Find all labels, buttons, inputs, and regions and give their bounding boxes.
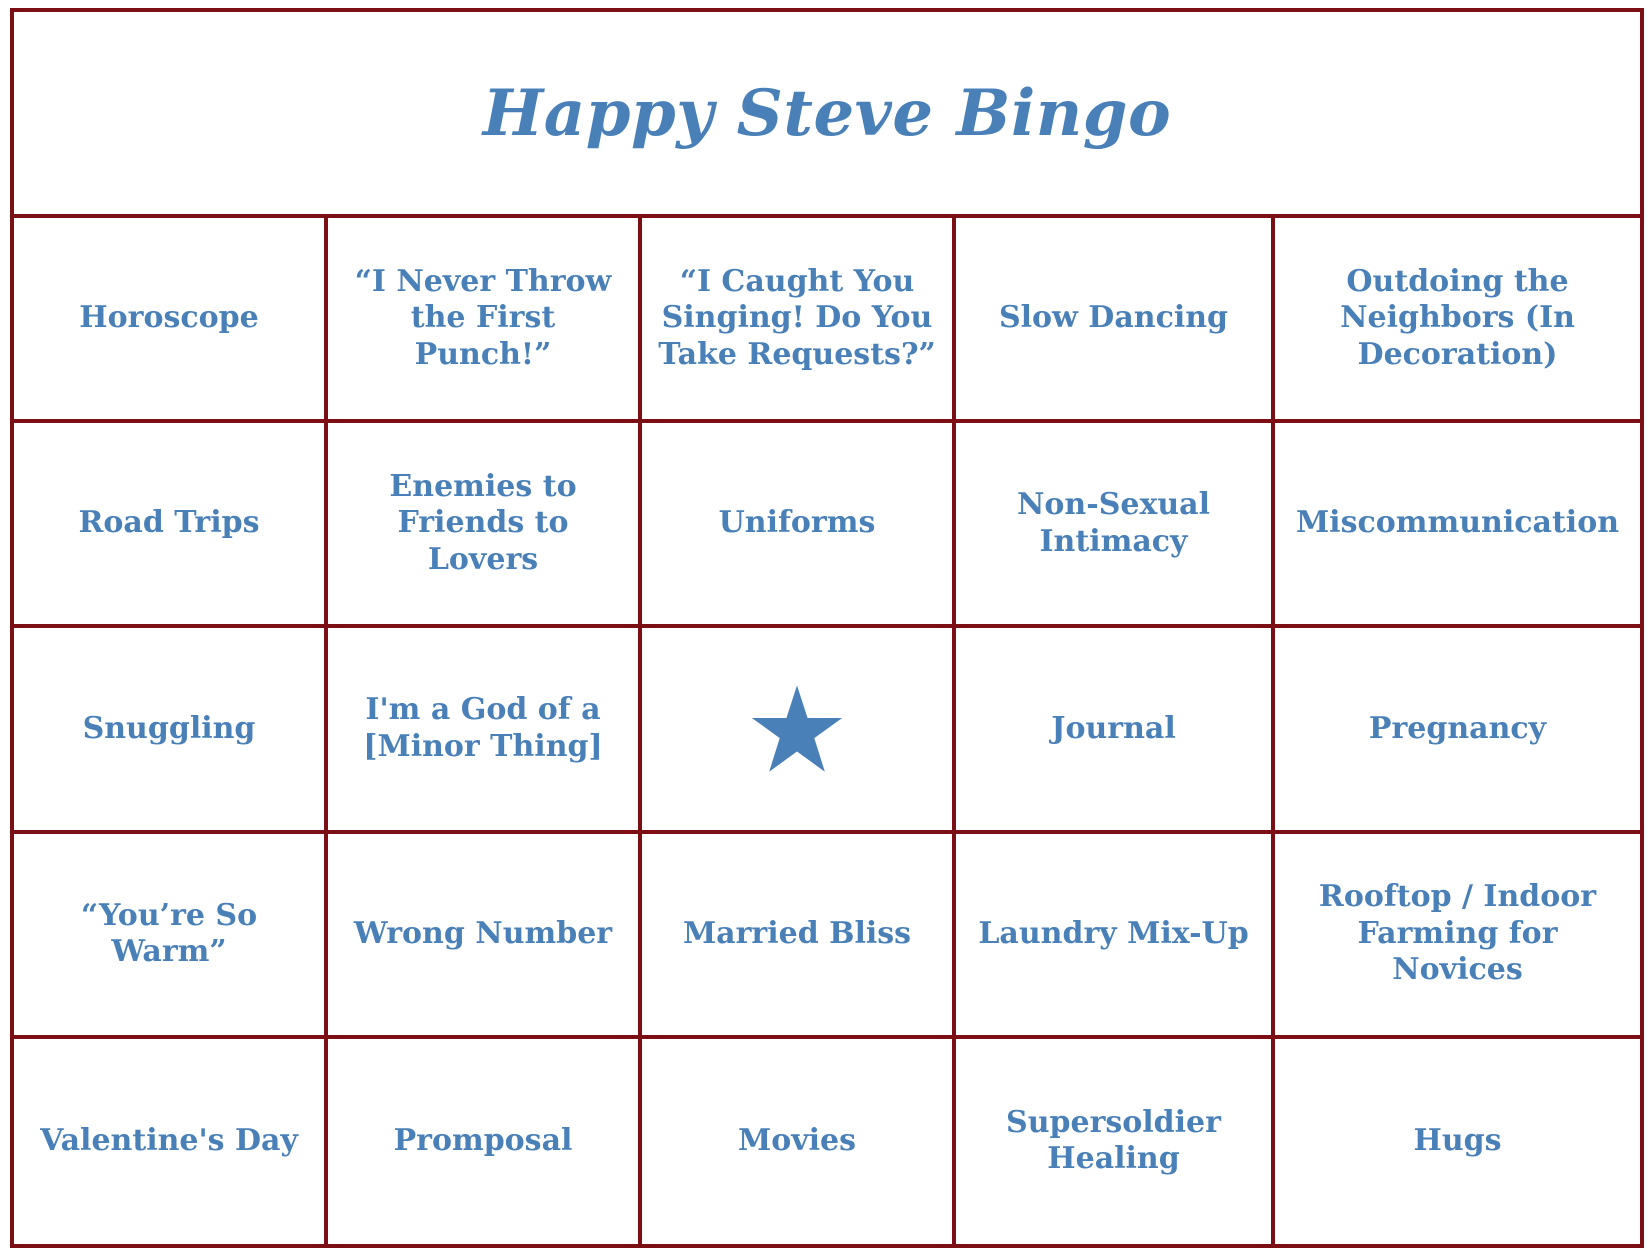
bingo-grid — [14, 218, 1640, 1244]
bingo-square-non-sexual-intimacy[interactable]: Non-Sexual Intimacy — [956, 423, 1275, 628]
bingo-square-outdoing-neighbors[interactable]: Outdoing the Neighbors (In Decoration) — [1275, 218, 1640, 423]
bingo-square-supersoldier-healing[interactable]: Supersoldier Healing — [956, 1039, 1275, 1244]
bingo-square-rooftop-farming[interactable]: Rooftop / Indoor Farming for Novices — [1275, 834, 1640, 1039]
star-icon — [749, 683, 845, 775]
bingo-square-married-bliss[interactable]: Married Bliss — [642, 834, 956, 1039]
bingo-title: Happy Steve Bingo — [482, 75, 1172, 151]
bingo-square-laundry-mix-up[interactable]: Laundry Mix-Up — [956, 834, 1275, 1039]
bingo-square-snuggling[interactable]: Snuggling — [14, 628, 328, 833]
bingo-square-caught-you-singing[interactable]: “I Caught You Singing! Do You Take Requests?” — [642, 218, 956, 423]
bingo-square-promposal[interactable]: Promposal — [328, 1039, 642, 1244]
bingo-card — [10, 8, 1644, 1248]
bingo-square-youre-so-warm[interactable]: “You’re So Warm” — [14, 834, 328, 1039]
bingo-square-valentines-day[interactable]: Valentine's Day — [14, 1039, 328, 1244]
title-row — [14, 12, 1640, 218]
bingo-square-movies[interactable]: Movies — [642, 1039, 956, 1244]
bingo-square-slow-dancing[interactable]: Slow Dancing — [956, 218, 1275, 423]
bingo-square-journal[interactable]: Journal — [956, 628, 1275, 833]
bingo-square-pregnancy[interactable]: Pregnancy — [1275, 628, 1640, 833]
bingo-square-god-of-minor-thing[interactable]: I'm a God of a [Minor Thing] — [328, 628, 642, 833]
bingo-square-first-punch[interactable]: “I Never Throw the First Punch!” — [328, 218, 642, 423]
bingo-square-miscommunication[interactable]: Miscommunication — [1275, 423, 1640, 628]
bingo-square-enemies-to-lovers[interactable]: Enemies to Friends to Lovers — [328, 423, 642, 628]
bingo-square-uniforms[interactable]: Uniforms — [642, 423, 956, 628]
bingo-square-road-trips[interactable]: Road Trips — [14, 423, 328, 628]
bingo-free-space[interactable] — [642, 628, 956, 833]
bingo-square-wrong-number[interactable]: Wrong Number — [328, 834, 642, 1039]
bingo-square-horoscope[interactable]: Horoscope — [14, 218, 328, 423]
bingo-square-hugs[interactable]: Hugs — [1413, 1123, 1502, 1159]
